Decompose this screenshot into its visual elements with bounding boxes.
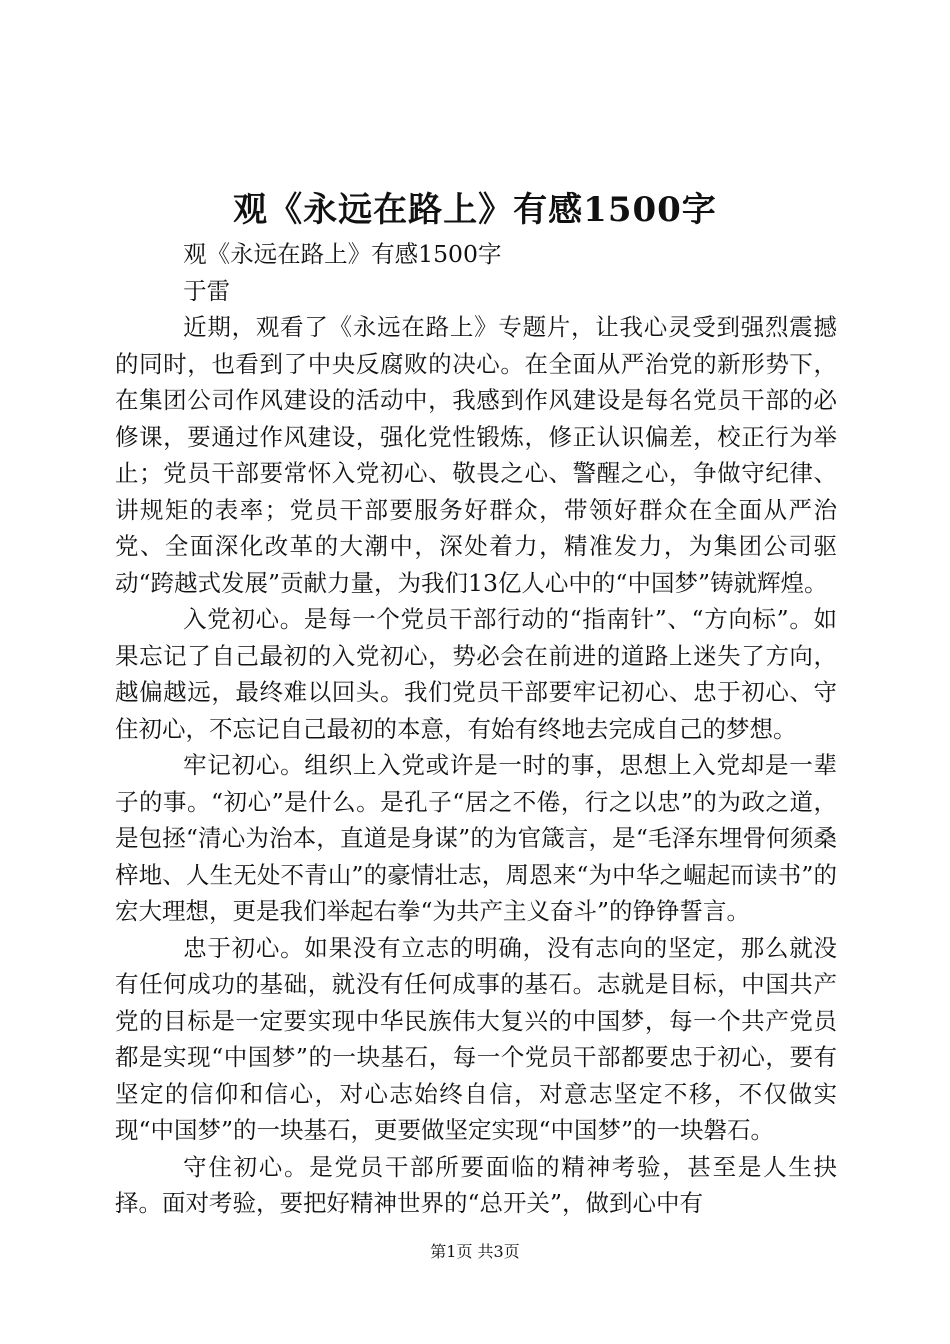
document-title: 观《永远在路上》有感1500字 (233, 190, 717, 230)
document-body (115, 236, 837, 1222)
subtitle-line: 观《永远在路上》有感1500字 (183, 240, 502, 268)
author-line: 于雷 (183, 276, 231, 305)
paragraph: 近期，观看了《永远在路上》专题片，让我心灵受到强烈震撼的同时，也看到了中央反腐败的决心。在全面从严治党的新形势下，在集团公司作风建设的活动中，我感到作风建设是每名党员干部的必修课，要通过作风建设，强化党性锻炼，修正认识偏差，校正行为举止；党员干部要常怀入党初心、敬畏之心、警醒之心，争做守纪律、讲规矩的表率；党员干部要服务好群众，带领好群众在全面从严治党、全面深化改革的大潮中，深处着力，精准发力，为集团公司驱动“跨越式发展”贡献力量，为我们13亿人心中的“中国梦”铸就辉煌。 (115, 313, 837, 597)
paragraph: 忠于初心。如果没有立志的明确，没有志向的坚定，那么就没有任何成功的基础，就没有任何成事的基石。志就是目标，中国共产党的目标是一定要实现中华民族伟大复兴的中国梦，每一个共产党员都是实现“中国梦”的一块基石，每一个党员干部都要忠于初心，要有坚定的信仰和信心，对心志始终自信，对意志坚定不移，不仅做实现“中国梦”的一块基石，更要做坚定实现“中国梦”的一块磐石。 (115, 933, 837, 1144)
paragraph: 守住初心。是党员干部所要面临的精神考验，甚至是人生抉择。面对考验，要把好精神世界的“总开关”，做到心中有 (115, 1152, 837, 1217)
paragraph: 牢记初心。组织上入党或许是一时的事，思想上入党却是一辈子的事。“初心”是什么。是孔子“居之不倦，行之以忠”的为政之道，是包拯“清心为治本，直道是身谋”的为官箴言，是“毛泽东埋骨何须桑梓地、人生无处不青山”的豪情壮志，周恩来“为中华之崛起而读书”的宏大理想，更是我们举起右拳“为共产主义奋斗”的铮铮誓言。 (115, 751, 837, 925)
paragraph: 入党初心。是每一个党员干部行动的“指南针”、“方向标”。如果忘记了自己最初的入党初心，势必会在前进的道路上迷失了方向，越偏越远，最终难以回头。我们党员干部要牢记初心、忠于初心、守住初心，不忘记自己最初的本意，有始有终地去完成自己的梦想。 (115, 605, 837, 743)
page-number-footer: 第1页 共3页 (430, 1242, 520, 1261)
